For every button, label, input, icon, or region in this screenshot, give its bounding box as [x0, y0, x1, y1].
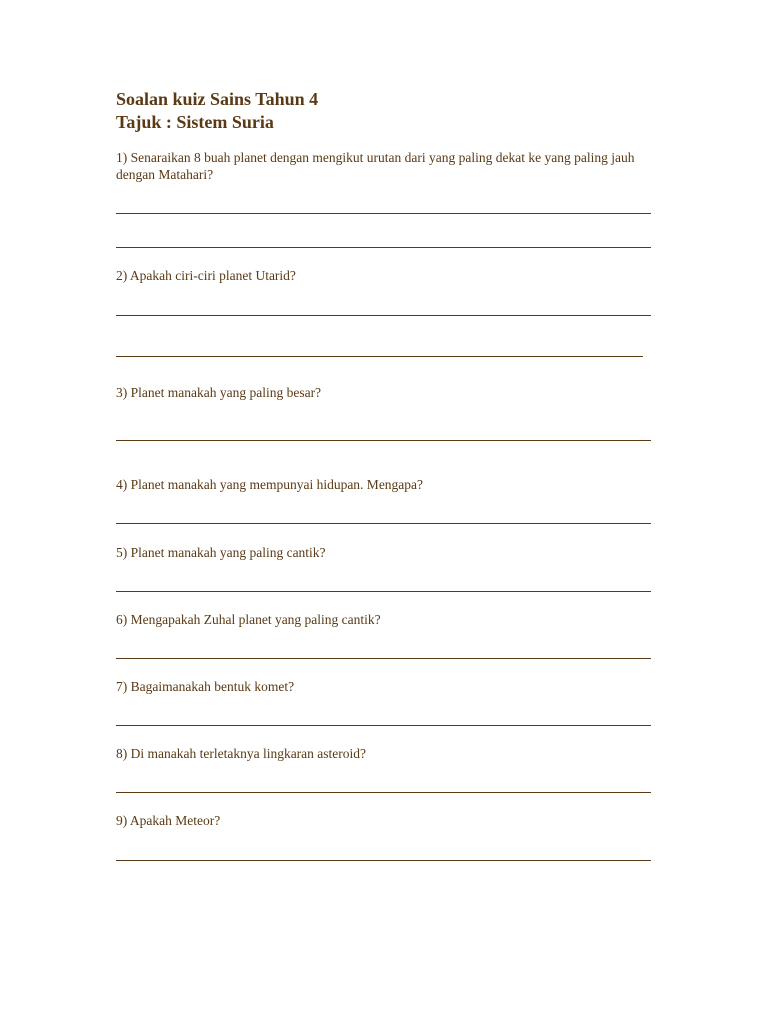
quiz-topic: Tajuk : Sistem Suria	[116, 112, 274, 132]
question-4: 4) Planet manakah yang mempunyai hidupan. Mengapa?	[116, 477, 424, 492]
answer-line	[116, 591, 651, 592]
question-7: 7) Bagaimanakah bentuk komet?	[116, 679, 295, 694]
question-5: 5) Planet manakah yang paling cantik?	[116, 545, 326, 560]
answer-line	[116, 725, 651, 726]
answer-line	[116, 315, 651, 316]
question-9: 9) Apakah Meteor?	[116, 813, 221, 828]
question-3: 3) Planet manakah yang paling besar?	[116, 385, 322, 400]
question-8: 8) Di manakah terletaknya lingkaran asteroid?	[116, 746, 367, 761]
answer-line	[116, 247, 651, 248]
question-6: 6) Mengapakah Zuhal planet yang paling cantik?	[116, 612, 381, 627]
answer-line	[116, 356, 643, 357]
answer-line	[116, 440, 651, 441]
answer-line	[116, 658, 651, 659]
answer-line	[116, 792, 651, 793]
answer-line	[116, 523, 651, 524]
question-1: 1) Senaraikan 8 buah planet dengan mengikut urutan dari yang paling dekat ke yang paling jauh dengan Matahari?	[116, 150, 635, 182]
answer-line	[116, 213, 651, 214]
answer-line	[116, 860, 651, 861]
quiz-title: Soalan kuiz Sains Tahun 4	[116, 89, 319, 109]
question-2: 2) Apakah ciri-ciri planet Utarid?	[116, 268, 296, 283]
